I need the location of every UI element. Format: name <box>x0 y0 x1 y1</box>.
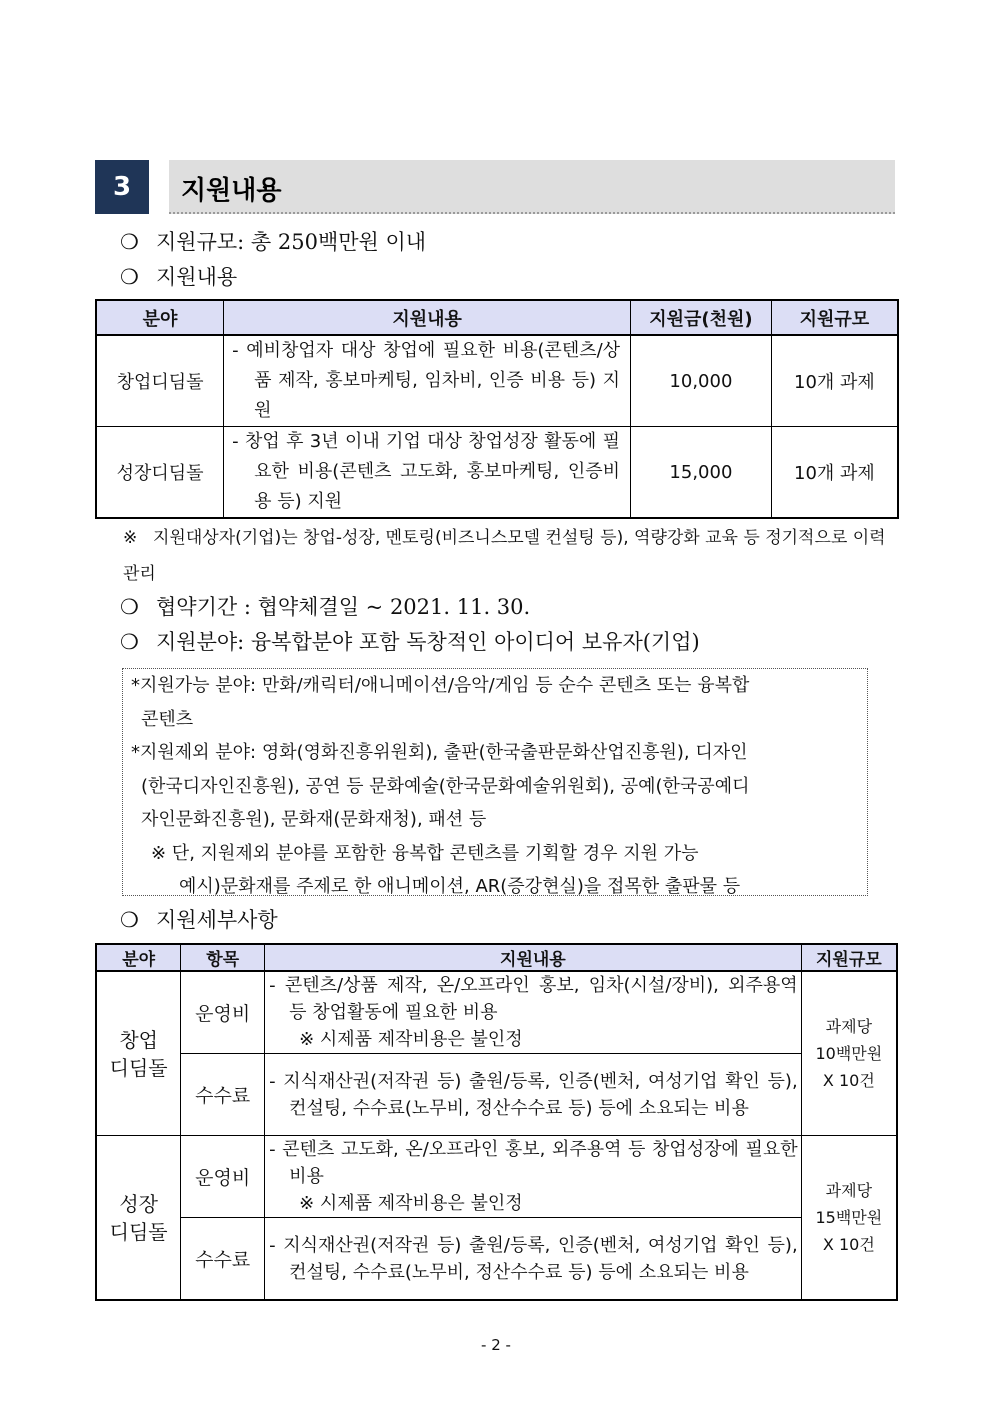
table-row <box>96 427 898 519</box>
table-row <box>96 971 897 1054</box>
support-table <box>95 299 899 519</box>
table-header: 지원내용 <box>224 300 631 335</box>
bullet-scale <box>120 226 426 256</box>
bullet-field-text: 지원분야: 융복합분야 포함 독창적인 아이디어 보유자(기업) <box>156 630 700 654</box>
table-cell-field: 성장 디딤돌 <box>96 1136 181 1301</box>
box-line: (한국디자인진흥원), 공연 등 문화예술(한국문화예술위원회), 공예(한국공예디 <box>141 775 750 797</box>
circle-bullet-icon: ❍ <box>120 908 139 932</box>
table-row <box>96 1136 897 1218</box>
section-title-box <box>169 160 895 214</box>
table-cell-desc: - 지식재산권(저작권 등) 출원/등록, 인증(벤처, 여성기업 확인 등), 컨설팅, 수수료(노무비, 정산수수료 등) 등에 소요되는 비용 <box>265 1218 802 1301</box>
box-line: *지원가능 분야: 만화/캐릭터/애니메이션/음악/게임 등 순수 콘텐츠 또는 융복합 <box>131 675 750 696</box>
table-header: 분야 <box>96 300 224 335</box>
circle-bullet-icon: ❍ <box>120 630 139 654</box>
table-header: 항목 <box>181 944 265 971</box>
table-cell-scale: 10개 과제 <box>771 335 898 427</box>
table-header: 지원규모 <box>771 300 898 335</box>
table-cell-scale: 10개 과제 <box>771 427 898 519</box>
details-table <box>95 943 898 1301</box>
table-cell-scale: 과제당 10백만원 X 10건 <box>801 971 897 1136</box>
table-cell-scale: 과제당 15백만원 X 10건 <box>801 1136 897 1301</box>
box-line: 자인문화진흥원), 문화재(문화재청), 패션 등 <box>141 809 487 830</box>
section-title: 지원내용 <box>181 176 282 206</box>
table-cell-desc: - 지식재산권(저작권 등) 출원/등록, 인증(벤처, 여성기업 확인 등), 컨설팅, 수수료(노무비, 정산수수료 등) 등에 소요되는 비용 <box>265 1054 802 1136</box>
bullet-period-text: 협약기간 : 협약체결일 ~ 2021. 11. 30. <box>156 595 531 619</box>
bullet-content <box>120 261 237 291</box>
table-header: 지원내용 <box>265 944 802 971</box>
bullet-scale-text: 지원규모: 총 250백만원 이내 <box>156 230 427 254</box>
circle-bullet-icon: ❍ <box>120 595 139 619</box>
table-header: 지원규모 <box>801 944 897 971</box>
table-row <box>96 335 898 427</box>
table-cell-item: 운영비 <box>181 1136 265 1218</box>
table-cell-item: 운영비 <box>181 971 265 1054</box>
page-number: - 2 - <box>481 1336 511 1354</box>
box-line: *지원제외 분야: 영화(영화진흥위원회), 출판(한국출판문화산업진흥원), 디자인 <box>131 742 748 763</box>
bullet-content-text: 지원내용 <box>156 265 238 289</box>
reference-mark-icon: ※ <box>123 528 138 548</box>
table-cell-amount: 10,000 <box>631 335 772 427</box>
table-cell-item: 수수료 <box>181 1054 265 1136</box>
table-row <box>96 1054 897 1136</box>
table-cell-amount: 15,000 <box>631 427 772 519</box>
table-cell-field: 창업디딤돌 <box>96 335 224 427</box>
circle-bullet-icon: ❍ <box>120 230 139 254</box>
table-cell-field: 성장디딤돌 <box>96 427 224 519</box>
table-cell-desc: - 콘텐츠/상품 제작, 온/오프라인 홍보, 임차(시설/장비), 외주용역 등 창업활동에 필요한 비용 ※ 시제품 제작비용은 불인정 <box>265 971 802 1054</box>
support-field-box <box>122 668 868 896</box>
bullet-period <box>120 591 530 621</box>
table-cell-item: 수수료 <box>181 1218 265 1301</box>
box-line: ※ 단, 지원제외 분야를 포함한 융복합 콘텐츠를 기획할 경우 지원 가능 <box>151 842 699 864</box>
table-cell-field: 창업 디딤돌 <box>96 971 181 1136</box>
note-management <box>123 520 895 592</box>
table-cell-desc: - 예비창업자 대상 창업에 필요한 비용(콘텐츠/상품 제작, 홍보마케팅, 임차비, 인증 비용 등) 지원 <box>224 335 631 427</box>
table-cell-desc: - 창업 후 3년 이내 기업 대상 창업성장 활동에 필요한 비용(콘텐츠 고도화, 홍보마케팅, 인증비용 등) 지원 <box>224 427 631 519</box>
section-number: 3 <box>95 160 149 214</box>
box-line: 예시)문화재를 주제로 한 애니메이션, AR(증강현실)을 접목한 출판물 등 <box>179 876 741 897</box>
box-line: 콘텐츠 <box>141 708 194 730</box>
bullet-field <box>120 626 700 656</box>
table-header: 지원금(천원) <box>631 300 772 335</box>
bullet-details <box>120 904 278 934</box>
note-text: 지원대상자(기업)는 창업-성장, 멘토링(비즈니스모델 컨설팅 등), 역량강화 교육 등 정기적으로 이력관리 <box>123 528 886 584</box>
section-header <box>95 160 895 214</box>
table-header: 분야 <box>96 944 181 971</box>
bullet-details-text: 지원세부사항 <box>156 908 278 932</box>
table-row <box>96 1218 897 1301</box>
table-cell-desc: - 콘텐츠 고도화, 온/오프라인 홍보, 외주용역 등 창업성장에 필요한 비용 ※ 시제품 제작비용은 불인정 <box>265 1136 802 1218</box>
circle-bullet-icon: ❍ <box>120 265 139 289</box>
